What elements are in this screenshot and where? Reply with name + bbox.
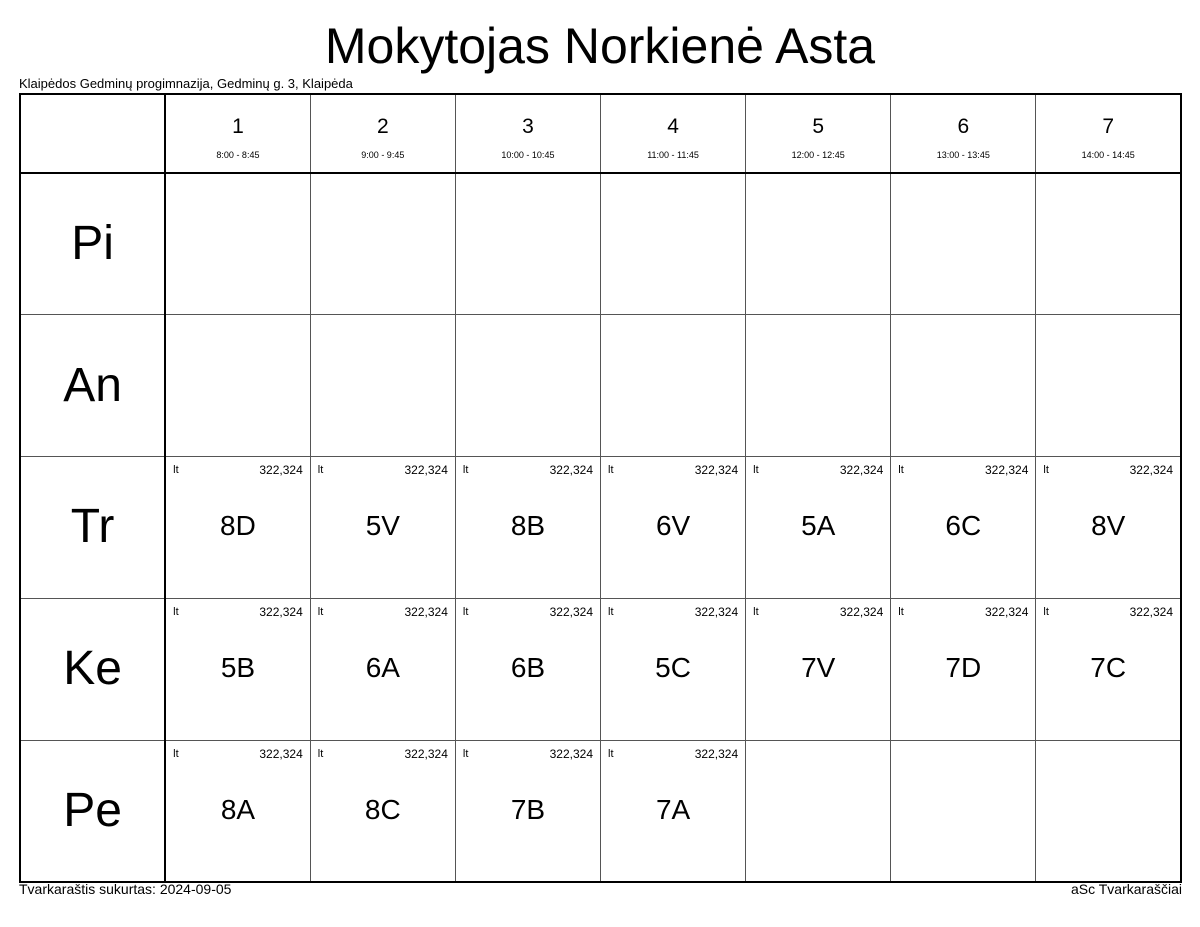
day-label-cell [20, 315, 165, 457]
empty-cell [1036, 173, 1181, 315]
lesson-room: 322,324 [259, 604, 303, 619]
lesson-class: 6B [510, 651, 546, 683]
lesson [456, 457, 600, 598]
lesson-subject: lt [753, 605, 759, 618]
lesson-cell [310, 598, 455, 740]
period-number: 2 [376, 114, 389, 138]
lesson-room: 322,324 [984, 463, 1029, 478]
lesson-subject: lt [462, 464, 469, 477]
lesson-cell [891, 457, 1036, 599]
lesson-subject: lt [173, 605, 179, 618]
lesson [311, 599, 455, 740]
timetable [19, 93, 1182, 883]
lesson [746, 599, 890, 740]
lesson-cell [455, 740, 600, 882]
school-address: Klaipėdos Gedminų progimnazija, Gedminų g. 3, Klaipėda [19, 76, 353, 91]
lesson-room: 322,324 [549, 463, 593, 478]
lesson-class: 7C [1090, 651, 1127, 683]
lesson [601, 741, 745, 881]
empty-cell [1036, 740, 1181, 882]
empty-cell [746, 173, 891, 315]
lesson-class: 7V [801, 651, 836, 683]
day-label-cell [20, 173, 165, 315]
empty-cell [601, 173, 746, 315]
day-label-cell [20, 457, 165, 599]
lesson-room: 322,324 [839, 463, 884, 478]
page-title: Mokytojas Norkienė Asta [324, 18, 876, 74]
period-header [601, 94, 746, 173]
lesson-subject: lt [317, 747, 324, 760]
lesson-subject: lt [173, 464, 179, 477]
period-header [455, 94, 600, 173]
lesson-subject: lt [898, 464, 904, 477]
lesson-room: 322,324 [839, 604, 884, 619]
lesson [311, 741, 455, 881]
lesson [601, 599, 745, 740]
lesson-room: 322,324 [694, 746, 739, 761]
lesson-room: 322,324 [404, 746, 448, 761]
lesson-cell [601, 598, 746, 740]
lesson-subject: lt [173, 747, 179, 760]
lesson-cell [455, 598, 600, 740]
lesson-class: 5A [801, 510, 836, 542]
lesson-room: 322,324 [404, 604, 448, 619]
day-rows [20, 173, 1181, 882]
lesson-class: 8C [364, 793, 401, 825]
period-header [891, 94, 1036, 173]
empty-cell [891, 315, 1036, 457]
lesson-cell [165, 457, 310, 599]
period-time: 8:00 - 8:45 [216, 149, 260, 160]
lesson [746, 457, 890, 598]
day-label-cell [20, 740, 165, 882]
lesson [456, 741, 600, 881]
lesson-subject: lt [608, 464, 614, 477]
lesson-room: 322,324 [549, 746, 593, 761]
lesson-cell [310, 740, 455, 882]
lesson-subject: lt [462, 605, 469, 618]
day-row [20, 173, 1181, 315]
empty-cell [601, 315, 746, 457]
empty-cell [310, 173, 455, 315]
period-number: 4 [667, 114, 679, 138]
lesson-class: 5B [220, 651, 256, 683]
empty-cell [891, 173, 1036, 315]
lesson-subject: lt [317, 605, 324, 618]
lesson-cell [1036, 457, 1181, 599]
lesson-subject: lt [317, 464, 324, 477]
day-label: Tr [70, 500, 115, 554]
period-time: 10:00 - 10:45 [501, 149, 555, 160]
lesson-room: 322,324 [1129, 604, 1173, 619]
lesson-room: 322,324 [404, 463, 448, 478]
lesson-class: 6A [365, 651, 400, 683]
lesson-class: 8V [1091, 510, 1126, 542]
lesson-cell [165, 598, 310, 740]
lesson-room: 322,324 [259, 463, 303, 478]
lesson-subject: lt [608, 605, 614, 618]
lesson-class: 7D [945, 651, 982, 683]
lesson-class: 8D [220, 510, 256, 542]
lesson-cell [455, 457, 600, 599]
lesson-class: 5C [655, 651, 691, 683]
lesson-subject: lt [1043, 464, 1049, 477]
empty-cell [165, 315, 310, 457]
period-number: 3 [522, 114, 534, 138]
lesson-cell [891, 598, 1036, 740]
day-label-cell [20, 598, 165, 740]
period-number: 7 [1102, 114, 1115, 138]
period-number: 1 [232, 114, 244, 138]
lesson-class: 7B [510, 793, 546, 825]
period-time: 13:00 - 13:45 [936, 149, 990, 160]
day-label: Pi [71, 217, 114, 271]
day-row [20, 457, 1181, 599]
lesson-cell [1036, 598, 1181, 740]
empty-cell [891, 740, 1036, 882]
period-time: 11:00 - 11:45 [647, 149, 699, 160]
day-label: Pe [63, 783, 122, 837]
lesson-class: 8B [510, 510, 546, 542]
software-brand: aSc Tvarkaraščiai [1070, 881, 1182, 897]
lesson-subject: lt [753, 464, 759, 477]
period-header [746, 94, 891, 173]
day-row [20, 315, 1181, 457]
period-number: 5 [812, 114, 825, 138]
empty-cell [746, 740, 891, 882]
lesson [1036, 457, 1180, 598]
lesson [166, 457, 310, 598]
period-header [1036, 94, 1181, 173]
lesson-class: 5V [365, 510, 400, 542]
day-label: An [63, 358, 122, 412]
period-header [310, 94, 455, 173]
empty-cell [310, 315, 455, 457]
lesson-class: 6V [655, 510, 691, 542]
created-date: Tvarkaraštis sukurtas: 2024-09-05 [19, 881, 232, 897]
period-header [165, 94, 310, 173]
empty-cell [455, 173, 600, 315]
empty-cell [165, 173, 310, 315]
lesson-cell [601, 740, 746, 882]
period-time: 14:00 - 14:45 [1081, 149, 1135, 160]
empty-cell [455, 315, 600, 457]
lesson-room: 322,324 [694, 463, 739, 478]
lesson [891, 457, 1035, 598]
day-row [20, 598, 1181, 740]
empty-cell [746, 315, 891, 457]
lesson-class: 7A [655, 793, 691, 825]
lesson-room: 322,324 [549, 604, 593, 619]
corner-cell [20, 94, 165, 173]
lesson [166, 741, 310, 881]
lesson-subject: lt [898, 605, 904, 618]
lesson [601, 457, 745, 598]
empty-cell [1036, 315, 1181, 457]
lesson-subject: lt [608, 747, 614, 760]
lesson [311, 457, 455, 598]
period-number: 6 [957, 114, 970, 138]
lesson-cell [310, 457, 455, 599]
lesson-room: 322,324 [984, 604, 1029, 619]
lesson-room: 322,324 [694, 604, 739, 619]
lesson-cell [746, 457, 891, 599]
lesson-room: 322,324 [1129, 463, 1173, 478]
lesson [166, 599, 310, 740]
lesson-subject: lt [462, 747, 469, 760]
period-header-row [20, 94, 1181, 173]
day-label: Ke [63, 642, 122, 696]
lesson [456, 599, 600, 740]
lesson-cell [601, 457, 746, 599]
period-time: 9:00 - 9:45 [361, 149, 405, 160]
lesson-subject: lt [1043, 605, 1049, 618]
lesson [891, 599, 1035, 740]
lesson [1036, 599, 1180, 740]
day-row [20, 740, 1181, 882]
lesson-class: 8A [220, 793, 256, 825]
lesson-cell [746, 598, 891, 740]
period-time: 12:00 - 12:45 [791, 149, 845, 160]
lesson-room: 322,324 [259, 746, 303, 761]
lesson-cell [165, 740, 310, 882]
lesson-class: 6C [945, 510, 982, 542]
